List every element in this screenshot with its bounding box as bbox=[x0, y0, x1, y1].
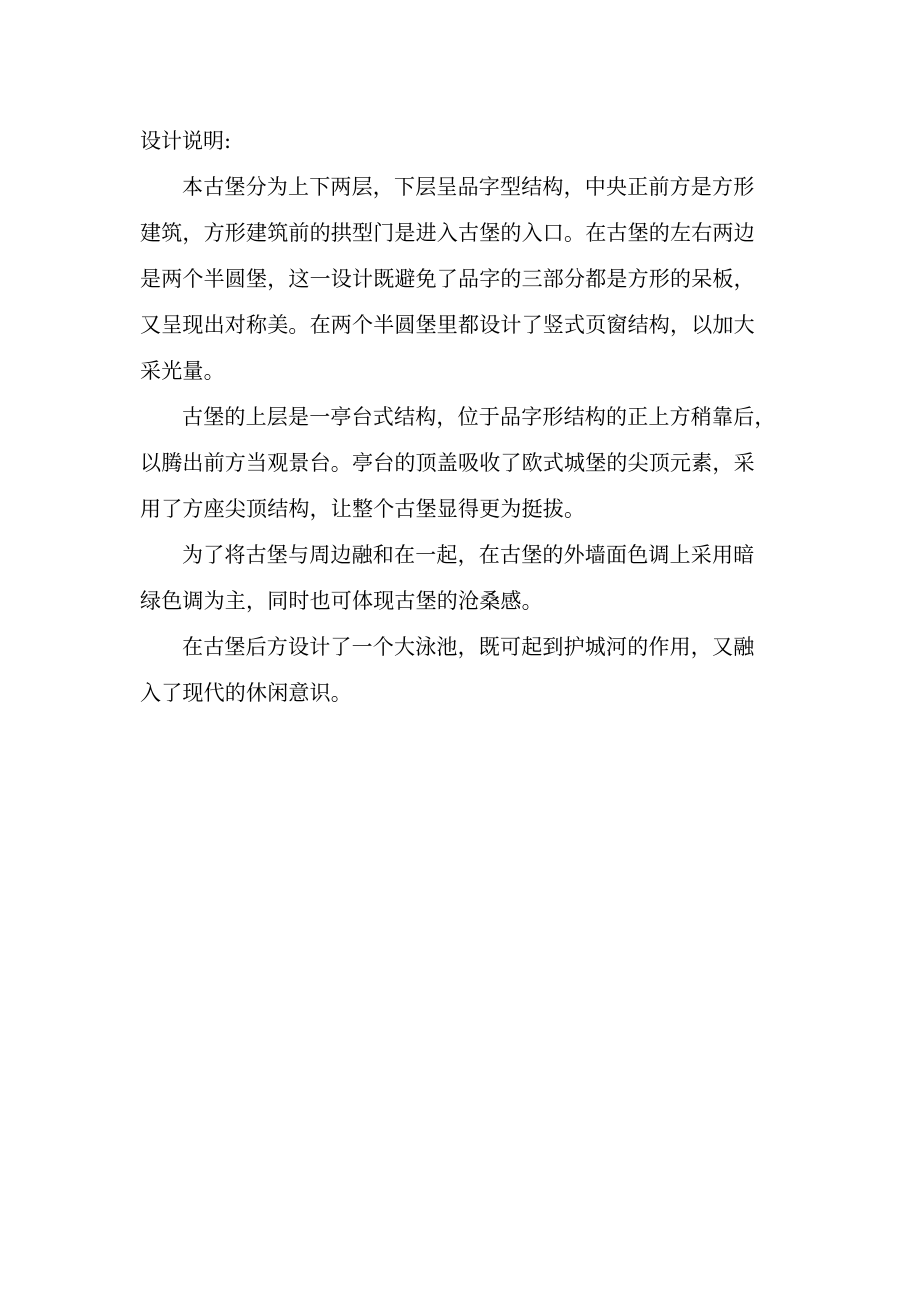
paragraph-line: 用了方座尖顶结构，让整个古堡显得更为挺拔。 bbox=[140, 497, 586, 521]
paragraph-line: 古堡的上层是一亭台式结构，位于品字形结构的正上方稍靠后， bbox=[182, 405, 776, 429]
paragraph-line: 是两个半圆堡，这一设计既避免了品字的三部分都是方形的呆板， bbox=[140, 267, 755, 291]
paragraph-line: 本古堡分为上下两层，下层呈品字型结构，中央正前方是方形 bbox=[182, 175, 755, 199]
paragraph-1 bbox=[140, 164, 780, 394]
paragraph-line: 采光量。 bbox=[140, 359, 225, 383]
document-body bbox=[140, 118, 780, 716]
paragraph-4 bbox=[140, 624, 780, 716]
paragraph-line: 以腾出前方当观景台。亭台的顶盖吸收了欧式城堡的尖顶元素，采 bbox=[140, 451, 755, 475]
paragraph-line: 建筑，方形建筑前的拱型门是进入古堡的入口。在古堡的左右两边 bbox=[140, 221, 755, 245]
paragraph-line: 在古堡后方设计了一个大泳池，既可起到护城河的作用，又融 bbox=[182, 635, 755, 659]
paragraph-2 bbox=[140, 394, 780, 532]
document-heading: 设计说明: bbox=[140, 129, 232, 153]
paragraph-line: 绿色调为主，同时也可体现古堡的沧桑感。 bbox=[140, 589, 543, 613]
paragraph-3 bbox=[140, 532, 780, 624]
paragraph-line: 又呈现出对称美。在两个半圆堡里都设计了竖式页窗结构，以加大 bbox=[140, 313, 755, 337]
paragraph-line: 为了将古堡与周边融和在一起，在古堡的外墙面色调上采用暗 bbox=[182, 543, 755, 567]
paragraph-line: 入了现代的休闲意识。 bbox=[140, 681, 352, 705]
